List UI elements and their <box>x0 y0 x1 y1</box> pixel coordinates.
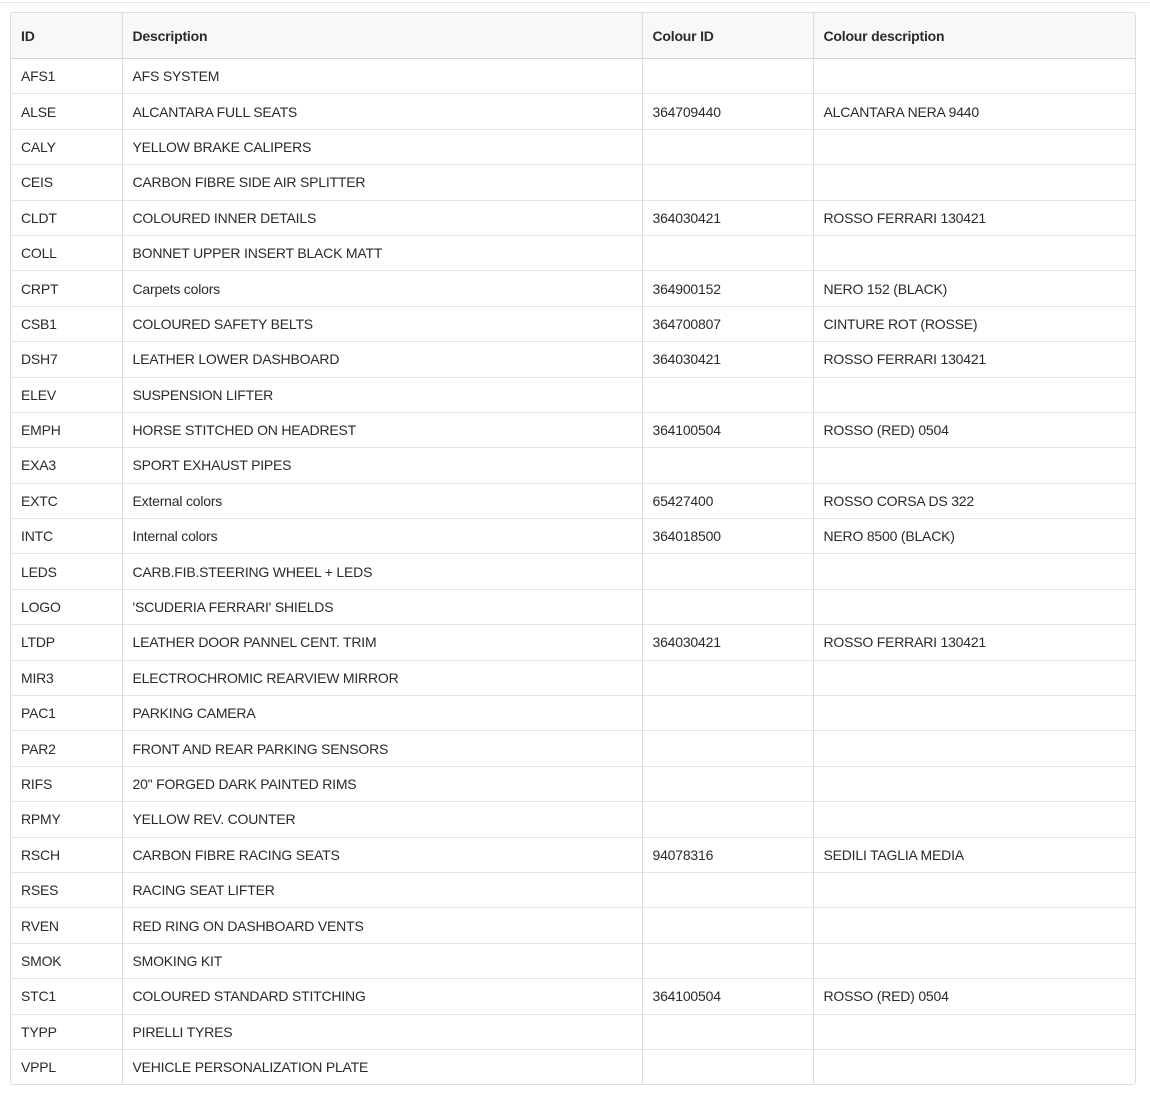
cell-description: PIRELLI TYRES <box>122 1014 642 1049</box>
cell-colour-id: 364018500 <box>642 519 813 554</box>
cell-id: RSES <box>11 872 122 907</box>
top-divider <box>0 2 1150 3</box>
cell-colour-description <box>813 165 1135 200</box>
table-row <box>11 696 1135 731</box>
cell-id: CALY <box>11 129 122 164</box>
cell-colour-id <box>642 1014 813 1049</box>
table-row <box>11 235 1135 270</box>
table-header-row <box>11 13 1135 59</box>
cell-description: VEHICLE PERSONALIZATION PLATE <box>122 1049 642 1084</box>
table-header <box>11 13 1135 59</box>
cell-colour-id <box>642 696 813 731</box>
options-table-container <box>10 12 1136 1085</box>
table-row <box>11 306 1135 341</box>
cell-colour-id: 364709440 <box>642 94 813 129</box>
table-row <box>11 1049 1135 1084</box>
cell-description: HORSE STITCHED ON HEADREST <box>122 412 642 447</box>
table-row <box>11 342 1135 377</box>
table-row <box>11 59 1135 94</box>
cell-id: LOGO <box>11 589 122 624</box>
cell-description: COLOURED STANDARD STITCHING <box>122 979 642 1014</box>
cell-colour-description: ROSSO FERRARI 130421 <box>813 200 1135 235</box>
table-row <box>11 766 1135 801</box>
table-body <box>11 59 1135 1085</box>
cell-colour-description <box>813 872 1135 907</box>
cell-id: STC1 <box>11 979 122 1014</box>
cell-colour-id <box>642 129 813 164</box>
cell-colour-id <box>642 448 813 483</box>
cell-description: External colors <box>122 483 642 518</box>
cell-description: YELLOW REV. COUNTER <box>122 802 642 837</box>
cell-colour-description <box>813 377 1135 412</box>
column-header-colour-id: Colour ID <box>642 13 813 59</box>
table-row <box>11 660 1135 695</box>
cell-colour-id: 364900152 <box>642 271 813 306</box>
cell-colour-description: CINTURE ROT (ROSSE) <box>813 306 1135 341</box>
cell-colour-description <box>813 129 1135 164</box>
cell-id: LEDS <box>11 554 122 589</box>
cell-description: COLOURED SAFETY BELTS <box>122 306 642 341</box>
cell-colour-id <box>642 377 813 412</box>
table-row <box>11 271 1135 306</box>
cell-description: FRONT AND REAR PARKING SENSORS <box>122 731 642 766</box>
cell-id: SMOK <box>11 943 122 978</box>
cell-description: CARBON FIBRE SIDE AIR SPLITTER <box>122 165 642 200</box>
cell-description: 20" FORGED DARK PAINTED RIMS <box>122 766 642 801</box>
cell-colour-description <box>813 731 1135 766</box>
cell-colour-description: ROSSO CORSA DS 322 <box>813 483 1135 518</box>
cell-colour-description <box>813 908 1135 943</box>
cell-id: CEIS <box>11 165 122 200</box>
cell-id: VPPL <box>11 1049 122 1084</box>
table-row <box>11 837 1135 872</box>
table-row <box>11 554 1135 589</box>
cell-description: Carpets colors <box>122 271 642 306</box>
column-header-id: ID <box>11 13 122 59</box>
cell-colour-description: NERO 152 (BLACK) <box>813 271 1135 306</box>
cell-colour-description <box>813 802 1135 837</box>
table-row <box>11 872 1135 907</box>
table-row <box>11 94 1135 129</box>
table-row <box>11 165 1135 200</box>
cell-description: CARBON FIBRE RACING SEATS <box>122 837 642 872</box>
table-row <box>11 483 1135 518</box>
column-header-colour-description: Colour description <box>813 13 1135 59</box>
cell-id: PAR2 <box>11 731 122 766</box>
cell-colour-id: 364030421 <box>642 200 813 235</box>
cell-colour-description <box>813 943 1135 978</box>
cell-colour-id: 364100504 <box>642 412 813 447</box>
cell-colour-description <box>813 660 1135 695</box>
cell-id: EXA3 <box>11 448 122 483</box>
cell-colour-id <box>642 872 813 907</box>
cell-description: YELLOW BRAKE CALIPERS <box>122 129 642 164</box>
cell-colour-id <box>642 943 813 978</box>
cell-description: Internal colors <box>122 519 642 554</box>
column-header-description: Description <box>122 13 642 59</box>
cell-colour-id <box>642 589 813 624</box>
table-row <box>11 731 1135 766</box>
cell-description: ALCANTARA FULL SEATS <box>122 94 642 129</box>
cell-description: COLOURED INNER DETAILS <box>122 200 642 235</box>
cell-id: MIR3 <box>11 660 122 695</box>
table-row <box>11 448 1135 483</box>
cell-colour-description: ALCANTARA NERA 9440 <box>813 94 1135 129</box>
table-row <box>11 943 1135 978</box>
table-row <box>11 979 1135 1014</box>
cell-colour-id: 364030421 <box>642 342 813 377</box>
options-table <box>11 13 1135 1084</box>
cell-description: PARKING CAMERA <box>122 696 642 731</box>
cell-colour-id <box>642 165 813 200</box>
cell-id: RPMY <box>11 802 122 837</box>
cell-colour-id <box>642 1049 813 1084</box>
cell-id: EXTC <box>11 483 122 518</box>
table-row <box>11 625 1135 660</box>
cell-colour-description <box>813 1014 1135 1049</box>
table-row <box>11 412 1135 447</box>
cell-id: LTDP <box>11 625 122 660</box>
cell-description: LEATHER DOOR PANNEL CENT. TRIM <box>122 625 642 660</box>
cell-colour-description <box>813 696 1135 731</box>
cell-colour-description: ROSSO FERRARI 130421 <box>813 342 1135 377</box>
cell-colour-id: 364700807 <box>642 306 813 341</box>
cell-colour-id <box>642 235 813 270</box>
cell-colour-description <box>813 766 1135 801</box>
cell-colour-id <box>642 766 813 801</box>
table-row <box>11 1014 1135 1049</box>
cell-colour-id <box>642 59 813 94</box>
cell-id: RIFS <box>11 766 122 801</box>
table-row <box>11 200 1135 235</box>
table-row <box>11 377 1135 412</box>
cell-colour-description: NERO 8500 (BLACK) <box>813 519 1135 554</box>
cell-description: SPORT EXHAUST PIPES <box>122 448 642 483</box>
cell-id: CSB1 <box>11 306 122 341</box>
cell-id: PAC1 <box>11 696 122 731</box>
cell-colour-id: 364100504 <box>642 979 813 1014</box>
table-row <box>11 129 1135 164</box>
cell-id: RVEN <box>11 908 122 943</box>
cell-description: SMOKING KIT <box>122 943 642 978</box>
cell-description: RACING SEAT LIFTER <box>122 872 642 907</box>
cell-colour-id <box>642 660 813 695</box>
cell-colour-description: ROSSO FERRARI 130421 <box>813 625 1135 660</box>
cell-id: TYPP <box>11 1014 122 1049</box>
cell-colour-description <box>813 1049 1135 1084</box>
cell-id: ELEV <box>11 377 122 412</box>
cell-colour-id: 65427400 <box>642 483 813 518</box>
table-row <box>11 802 1135 837</box>
table-row <box>11 589 1135 624</box>
table-row <box>11 908 1135 943</box>
cell-description: CARB.FIB.STEERING WHEEL + LEDS <box>122 554 642 589</box>
cell-colour-id <box>642 731 813 766</box>
cell-colour-id <box>642 554 813 589</box>
cell-id: EMPH <box>11 412 122 447</box>
cell-colour-description: SEDILI TAGLIA MEDIA <box>813 837 1135 872</box>
cell-id: AFS1 <box>11 59 122 94</box>
cell-colour-id: 94078316 <box>642 837 813 872</box>
cell-colour-description <box>813 59 1135 94</box>
cell-colour-description <box>813 235 1135 270</box>
cell-colour-description <box>813 589 1135 624</box>
cell-description: AFS SYSTEM <box>122 59 642 94</box>
cell-colour-description <box>813 554 1135 589</box>
cell-colour-description <box>813 448 1135 483</box>
cell-id: DSH7 <box>11 342 122 377</box>
cell-colour-id <box>642 908 813 943</box>
cell-description: 'SCUDERIA FERRARI' SHIELDS <box>122 589 642 624</box>
cell-description: SUSPENSION LIFTER <box>122 377 642 412</box>
cell-colour-id: 364030421 <box>642 625 813 660</box>
cell-id: CRPT <box>11 271 122 306</box>
cell-id: COLL <box>11 235 122 270</box>
cell-description: BONNET UPPER INSERT BLACK MATT <box>122 235 642 270</box>
cell-colour-description: ROSSO (RED) 0504 <box>813 979 1135 1014</box>
cell-colour-description: ROSSO (RED) 0504 <box>813 412 1135 447</box>
cell-id: RSCH <box>11 837 122 872</box>
cell-description: LEATHER LOWER DASHBOARD <box>122 342 642 377</box>
cell-id: CLDT <box>11 200 122 235</box>
cell-id: ALSE <box>11 94 122 129</box>
cell-id: INTC <box>11 519 122 554</box>
table-row <box>11 519 1135 554</box>
cell-description: RED RING ON DASHBOARD VENTS <box>122 908 642 943</box>
cell-colour-id <box>642 802 813 837</box>
cell-description: ELECTROCHROMIC REARVIEW MIRROR <box>122 660 642 695</box>
